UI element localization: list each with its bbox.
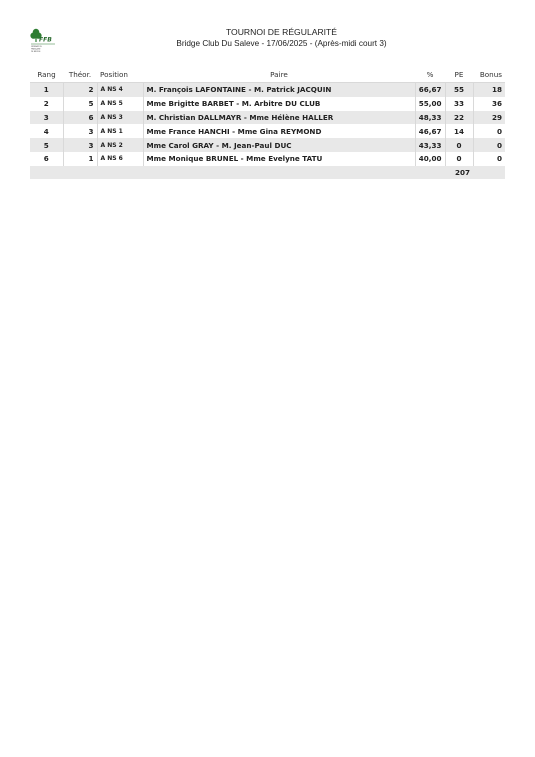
theor-cell: 3 xyxy=(63,124,97,138)
column-header-position: Position xyxy=(97,67,143,83)
rang-cell: 2 xyxy=(30,97,63,111)
theor-cell: 3 xyxy=(63,138,97,152)
table-row xyxy=(30,138,505,152)
pe-cell: 33 xyxy=(445,97,473,111)
bonus-cell: 0 xyxy=(496,126,502,136)
paire-cell: M. Christian DALLMAYR - Mme Hélène HALLER xyxy=(143,111,415,125)
table-row xyxy=(30,152,505,166)
logo-caption-line: FÉDÉRATION xyxy=(31,46,42,48)
position-cell: A NS 5 xyxy=(97,97,143,111)
theor-cell: 6 xyxy=(63,111,97,125)
page-title: TOURNOI DE RÉGULARITÉ xyxy=(225,27,338,37)
position-cell: A NS 6 xyxy=(97,152,143,166)
table-row xyxy=(30,97,505,111)
percent-cell: 46,67 xyxy=(415,124,445,138)
rang-cell: 6 xyxy=(30,152,63,166)
percent-cell: 43,33 xyxy=(415,138,445,152)
theor-cell: 2 xyxy=(63,83,97,97)
column-header-paire: Paire xyxy=(143,67,415,83)
theor-cell: 5 xyxy=(63,97,97,111)
table-row xyxy=(30,124,505,138)
bonus-cell: 18 xyxy=(473,83,505,97)
pe-cell: 22 xyxy=(445,111,473,125)
logo-caption-line: FRANÇAISE xyxy=(31,48,41,51)
percent-cell: 66,67 xyxy=(415,83,445,97)
column-header-percent: % xyxy=(415,67,445,83)
table-row xyxy=(30,83,505,97)
column-header-bonus: Bonus xyxy=(473,67,505,83)
position-cell: A NS 3 xyxy=(97,111,143,125)
position-cell: A NS 1 xyxy=(97,124,143,138)
results-table xyxy=(30,67,505,179)
percent-cell: 55,00 xyxy=(415,97,445,111)
paire-cell: M. François LAFONTAINE - M. Patrick JACQUIN xyxy=(143,83,415,97)
rang-cell: 3 xyxy=(30,111,63,125)
rang-cell: 4 xyxy=(30,124,63,138)
bonus-cell: 0 xyxy=(473,138,505,152)
column-header-theor: Théor. xyxy=(63,67,97,83)
total-row xyxy=(30,166,505,180)
bonus-cell: 36 xyxy=(491,99,502,109)
paire-cell: Mme Brigitte BARBET - M. Arbitre DU CLUB xyxy=(143,97,415,111)
paire-cell: Mme France HANCHI - Mme Gina REYMOND xyxy=(143,124,415,138)
logo-acronym: FFB xyxy=(39,36,52,44)
rang-cell: 5 xyxy=(30,138,63,152)
table-header-row xyxy=(30,67,505,83)
page-subtitle: Bridge Club Du Saleve - 17/06/2025 - (Après-midi court 3) xyxy=(176,39,387,48)
pe-cell: 0 xyxy=(445,152,473,166)
table-row xyxy=(30,111,505,125)
percent-cell: 40,00 xyxy=(415,152,445,166)
pe-cell: 55 xyxy=(445,83,473,97)
position-cell: A NS 4 xyxy=(97,83,143,97)
bonus-cell: 0 xyxy=(496,154,502,164)
paire-cell: Mme Monique BRUNEL - Mme Evelyne TATU xyxy=(143,152,415,166)
paire-cell: Mme Carol GRAY - M. Jean-Paul DUC xyxy=(143,138,415,152)
column-header-rang: Rang xyxy=(30,67,63,83)
pe-cell: 0 xyxy=(445,138,473,152)
bonus-cell: 29 xyxy=(473,111,505,125)
position-cell: A NS 2 xyxy=(97,138,143,152)
logo-caption-line: DE BRIDGE xyxy=(31,50,41,53)
theor-cell: 1 xyxy=(63,152,97,166)
total-pe-cell: 207 xyxy=(445,166,473,180)
column-header-pe: PE xyxy=(445,67,473,83)
pe-cell: 14 xyxy=(445,124,473,138)
percent-cell: 48,33 xyxy=(415,111,445,125)
rang-cell: 1 xyxy=(30,83,63,97)
